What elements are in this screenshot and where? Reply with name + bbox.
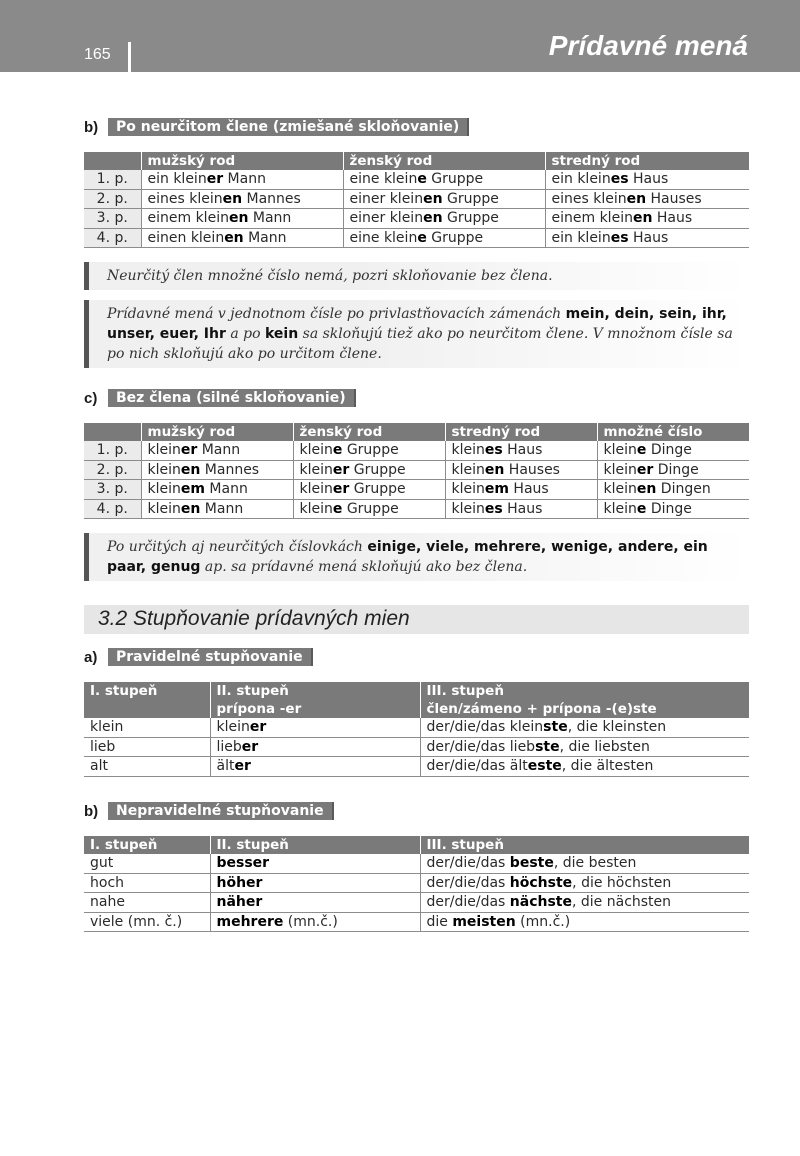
superlative-form	[420, 893, 749, 913]
comparative-form	[210, 854, 420, 873]
cell-ending: en	[222, 190, 243, 207]
table-cell	[141, 480, 293, 500]
base-form: nahe	[84, 893, 210, 913]
table-cell	[293, 441, 445, 460]
column-header: I. stupeň	[84, 836, 210, 854]
cell-rest: Haus	[652, 210, 693, 227]
cell-stem: klein	[299, 461, 333, 478]
cell-rest: Mann	[200, 500, 244, 517]
column-header	[84, 152, 141, 170]
cell-ending: er	[249, 719, 267, 736]
cell-ending: e	[636, 442, 647, 459]
cell-stem: ält	[216, 758, 235, 775]
cell-stem: klein	[299, 481, 333, 498]
note-text: ap. sa prídavné mená skloňujú ako bez člena.	[200, 559, 528, 575]
cell-rest: Mannes	[242, 190, 301, 207]
table-cell	[141, 209, 343, 229]
cell-rest: , die besten	[553, 855, 637, 872]
column-header-text: prípona -er	[216, 701, 302, 717]
comparative-form	[210, 893, 420, 913]
cell-stem: ein klein	[147, 171, 207, 188]
cell-rest: Mann	[248, 210, 292, 227]
note-box	[84, 533, 749, 581]
table-header-row	[84, 836, 749, 854]
cell-stem: eine klein	[349, 229, 418, 246]
cell-stem: klein	[603, 481, 637, 498]
column-header: mužský rod	[141, 152, 343, 170]
table-row	[84, 228, 749, 248]
base-form: klein	[84, 718, 210, 737]
cell-rest: Haus	[508, 481, 549, 498]
section-heading-a	[84, 648, 313, 666]
note-box	[84, 262, 749, 290]
cell-stem: klein	[451, 442, 485, 459]
cell-ending: em	[484, 481, 509, 498]
column-header: ženský rod	[343, 152, 545, 170]
table-row	[84, 912, 749, 932]
cell-stem: ein klein	[551, 171, 611, 188]
declension-table-no-article	[84, 423, 749, 519]
cell-rest: Haus	[628, 171, 669, 188]
cell-ending: es	[484, 442, 503, 459]
column-header: mužský rod	[141, 423, 293, 441]
cell-stem: einer klein	[349, 190, 424, 207]
cell-ending: ste	[543, 719, 568, 736]
cell-rest: , die kleinsten	[567, 719, 667, 736]
table-row	[84, 170, 749, 189]
cell-ending: e	[417, 171, 427, 188]
cell-stem: klein	[299, 500, 333, 517]
cell-ending: näher	[216, 894, 263, 911]
cell-rest: Mann	[243, 229, 287, 246]
table-cell	[545, 209, 749, 229]
table-row	[84, 209, 749, 229]
column-header-text: člen/zámeno + prípona -(e)ste	[426, 701, 657, 717]
table-header-row	[84, 152, 749, 170]
table-cell	[545, 228, 749, 248]
comparative-form	[210, 912, 420, 932]
cell-stem: klein	[603, 500, 637, 517]
table-cell	[597, 480, 749, 500]
cell-ending: ste	[535, 738, 560, 755]
case-label: 3. p.	[84, 480, 141, 500]
cell-ending: e	[332, 442, 343, 459]
section-heading-c	[84, 389, 356, 407]
cell-rest: Mann	[204, 481, 248, 498]
cell-rest: Gruppe	[349, 481, 406, 498]
cell-ending: en	[228, 210, 249, 227]
cell-rest: Gruppe	[349, 461, 406, 478]
table-cell	[343, 228, 545, 248]
cell-ending: en	[636, 481, 657, 498]
chapter-heading-bar	[84, 605, 749, 634]
superlative-form	[420, 718, 749, 737]
cell-stem: der/die/das	[426, 874, 510, 891]
cell-rest: (mn.č.)	[515, 913, 571, 930]
table-row	[84, 480, 749, 500]
cell-stem: klein	[603, 442, 637, 459]
cell-rest: , die liebsten	[559, 738, 650, 755]
table-row	[84, 737, 749, 757]
column-header: stredný rod	[545, 152, 749, 170]
cell-stem: einem klein	[551, 210, 633, 227]
base-form: hoch	[84, 873, 210, 893]
table-cell	[141, 441, 293, 460]
cell-ending: em	[180, 481, 205, 498]
cell-rest: Mann	[223, 171, 266, 188]
column-header	[84, 423, 141, 441]
section-label: Nepravidelné stupňovanie	[108, 802, 334, 820]
cell-ending: es	[610, 171, 629, 188]
note-bold: kein	[264, 326, 299, 342]
cell-rest: , die ältesten	[561, 758, 654, 775]
column-header: II. stupeň	[210, 836, 420, 854]
base-form: gut	[84, 854, 210, 873]
cell-rest: Gruppe	[442, 210, 499, 227]
section-letter: b)	[84, 802, 99, 820]
table-row	[84, 893, 749, 913]
table-row	[84, 854, 749, 873]
cell-ending: beste	[509, 855, 554, 872]
column-header-text: II. stupeň	[216, 683, 289, 699]
note-text: Prídavné mená v jednotnom čísle po privlastňovacích zámenách	[107, 306, 566, 322]
comparison-table-regular	[84, 682, 749, 777]
case-label: 1. p.	[84, 170, 141, 189]
cell-stem: eines klein	[147, 190, 223, 207]
table-cell	[445, 499, 597, 519]
cell-rest: Dingen	[656, 481, 711, 498]
cell-ending: es	[610, 229, 629, 246]
cell-ending: besser	[216, 855, 270, 872]
cell-ending: er	[180, 442, 198, 459]
cell-stem: klein	[147, 481, 181, 498]
case-label: 4. p.	[84, 499, 141, 519]
base-form: alt	[84, 757, 210, 777]
table-cell	[141, 228, 343, 248]
cell-stem: klein	[147, 461, 181, 478]
table-cell	[545, 189, 749, 209]
section-letter: b)	[84, 118, 99, 136]
note-text: Neurčitý člen množné číslo nemá, pozri skloňovanie bez člena.	[107, 268, 553, 284]
table-cell	[545, 170, 749, 189]
cell-stem: klein	[147, 500, 181, 517]
comparison-table-irregular	[84, 836, 749, 932]
case-label: 2. p.	[84, 189, 141, 209]
case-label: 3. p.	[84, 209, 141, 229]
base-form: viele (mn. č.)	[84, 912, 210, 932]
column-header: ženský rod	[293, 423, 445, 441]
section-letter: c)	[84, 389, 98, 407]
cell-rest: , die nächsten	[572, 894, 672, 911]
cell-stem: die	[426, 913, 453, 930]
superlative-form	[420, 912, 749, 932]
table-row	[84, 873, 749, 893]
cell-rest: (mn.č.)	[283, 913, 338, 930]
table-row	[84, 718, 749, 737]
column-header	[210, 682, 420, 718]
cell-stem: lieb	[216, 738, 242, 755]
cell-ending: este	[527, 758, 562, 775]
table-cell	[343, 189, 545, 209]
cell-ending: er	[332, 481, 350, 498]
cell-rest: Hauses	[646, 190, 702, 207]
cell-stem: klein	[451, 500, 485, 517]
cell-ending: er	[636, 461, 654, 478]
column-header-text: III. stupeň	[426, 683, 504, 699]
cell-stem: der/die/das lieb	[426, 738, 536, 755]
table-cell	[597, 441, 749, 460]
cell-rest: Gruppe	[426, 229, 484, 246]
base-form: lieb	[84, 737, 210, 757]
cell-stem: der/die/das ält	[426, 758, 528, 775]
note-text: sa skloňujú tiež ako po neurčitom člene. V množnom čísle sa po nich skloňujú ako po určitom člene.	[107, 326, 733, 362]
comparative-form	[210, 718, 420, 737]
table-cell	[293, 480, 445, 500]
page-number: 165	[84, 46, 111, 63]
superlative-form	[420, 737, 749, 757]
table-row	[84, 757, 749, 777]
cell-rest: Mann	[197, 442, 241, 459]
column-header	[84, 682, 210, 718]
cell-stem: klein	[451, 481, 485, 498]
cell-stem: einer klein	[349, 210, 424, 227]
note-box	[84, 300, 749, 368]
header-divider	[128, 42, 131, 72]
comparative-form	[210, 737, 420, 757]
table-header-row	[84, 682, 749, 718]
cell-ending: es	[484, 500, 503, 517]
cell-ending: en	[180, 500, 201, 517]
cell-rest: Gruppe	[342, 442, 399, 459]
cell-ending: er	[332, 461, 350, 478]
cell-ending: höher	[216, 874, 263, 891]
page-header	[0, 0, 800, 72]
cell-stem: eines klein	[551, 190, 627, 207]
declension-table-indefinite	[84, 152, 749, 248]
cell-ending: höchste	[509, 874, 573, 891]
case-label: 4. p.	[84, 228, 141, 248]
cell-rest: , die höchsten	[572, 874, 672, 891]
cell-stem: klein	[299, 442, 333, 459]
cell-rest: Dinge	[646, 442, 692, 459]
note-text: Po určitých aj neurčitých číslovkách	[107, 539, 368, 555]
cell-rest: Dinge	[646, 500, 692, 517]
table-row	[84, 441, 749, 460]
cell-ending: er	[241, 738, 259, 755]
cell-stem: der/die/das	[426, 855, 510, 872]
cell-rest: Mannes	[200, 461, 260, 478]
cell-stem: eine klein	[349, 171, 418, 188]
cell-stem: klein	[216, 719, 250, 736]
cell-stem: klein	[603, 461, 637, 478]
cell-stem: einen klein	[147, 229, 225, 246]
section-label: Pravidelné stupňovanie	[108, 648, 313, 666]
case-label: 2. p.	[84, 460, 141, 480]
section-label: Po neurčitom člene (zmiešané skloňovanie)	[108, 118, 469, 136]
table-cell	[141, 170, 343, 189]
section-letter: a)	[84, 648, 98, 666]
cell-ending: meisten	[452, 913, 516, 930]
table-cell	[445, 460, 597, 480]
cell-stem: einem klein	[147, 210, 229, 227]
chapter-title: Prídavné mená	[548, 30, 748, 61]
cell-rest: Haus	[502, 442, 543, 459]
note-bold: einige, viele, mehrere, wenige, andere, ein paar, genug	[107, 539, 708, 575]
cell-rest: Gruppe	[442, 190, 499, 207]
cell-rest: Haus	[628, 229, 669, 246]
table-cell	[597, 499, 749, 519]
table-cell	[141, 460, 293, 480]
note-bold: mein, dein, sein, ihr, unser, euer, Ihr	[107, 306, 727, 342]
column-header: množné číslo	[597, 423, 749, 441]
section-heading-b2	[84, 802, 334, 820]
cell-ending: en	[180, 461, 201, 478]
cell-ending: er	[206, 171, 224, 188]
column-header-text: I. stupeň	[90, 683, 158, 699]
table-cell	[141, 499, 293, 519]
column-header: stredný rod	[445, 423, 597, 441]
cell-ending: en	[224, 229, 244, 246]
column-header: III. stupeň	[420, 836, 749, 854]
table-cell	[141, 189, 343, 209]
table-row	[84, 499, 749, 519]
comparative-form	[210, 873, 420, 893]
cell-stem: klein	[147, 442, 181, 459]
cell-ending: en	[423, 190, 443, 207]
cell-rest: Gruppe	[342, 500, 399, 517]
cell-ending: mehrere	[216, 913, 284, 930]
note-text: a po	[225, 326, 265, 342]
table-cell	[293, 460, 445, 480]
cell-rest: Dinge	[653, 461, 699, 478]
cell-ending: en	[632, 210, 653, 227]
cell-ending: er	[234, 758, 251, 775]
column-header	[420, 682, 749, 718]
table-cell	[343, 170, 545, 189]
cell-ending: en	[626, 190, 647, 207]
section-heading-b	[84, 118, 469, 136]
cell-stem: klein	[451, 461, 485, 478]
comparative-form	[210, 757, 420, 777]
superlative-form	[420, 873, 749, 893]
table-cell	[597, 460, 749, 480]
cell-rest: Hauses	[504, 461, 560, 478]
cell-ending: e	[332, 500, 343, 517]
cell-rest: Haus	[502, 500, 543, 517]
table-cell	[343, 209, 545, 229]
superlative-form	[420, 854, 749, 873]
table-row	[84, 460, 749, 480]
table-row	[84, 189, 749, 209]
cell-stem: ein klein	[551, 229, 611, 246]
cell-ending: nächste	[509, 894, 572, 911]
cell-ending: en	[423, 210, 443, 227]
superlative-form	[420, 757, 749, 777]
cell-stem: der/die/das	[426, 894, 510, 911]
cell-rest: Gruppe	[426, 171, 484, 188]
table-cell	[445, 480, 597, 500]
cell-ending: en	[484, 461, 505, 478]
table-cell	[445, 441, 597, 460]
case-label: 1. p.	[84, 441, 141, 460]
table-cell	[293, 499, 445, 519]
table-header-row	[84, 423, 749, 441]
cell-ending: e	[417, 229, 427, 246]
cell-ending: e	[636, 500, 647, 517]
section-label: Bez člena (silné skloňovanie)	[108, 389, 356, 407]
chapter-subtitle: 3.2 Stupňovanie prídavných mien	[98, 607, 410, 630]
cell-stem: der/die/das klein	[426, 719, 544, 736]
